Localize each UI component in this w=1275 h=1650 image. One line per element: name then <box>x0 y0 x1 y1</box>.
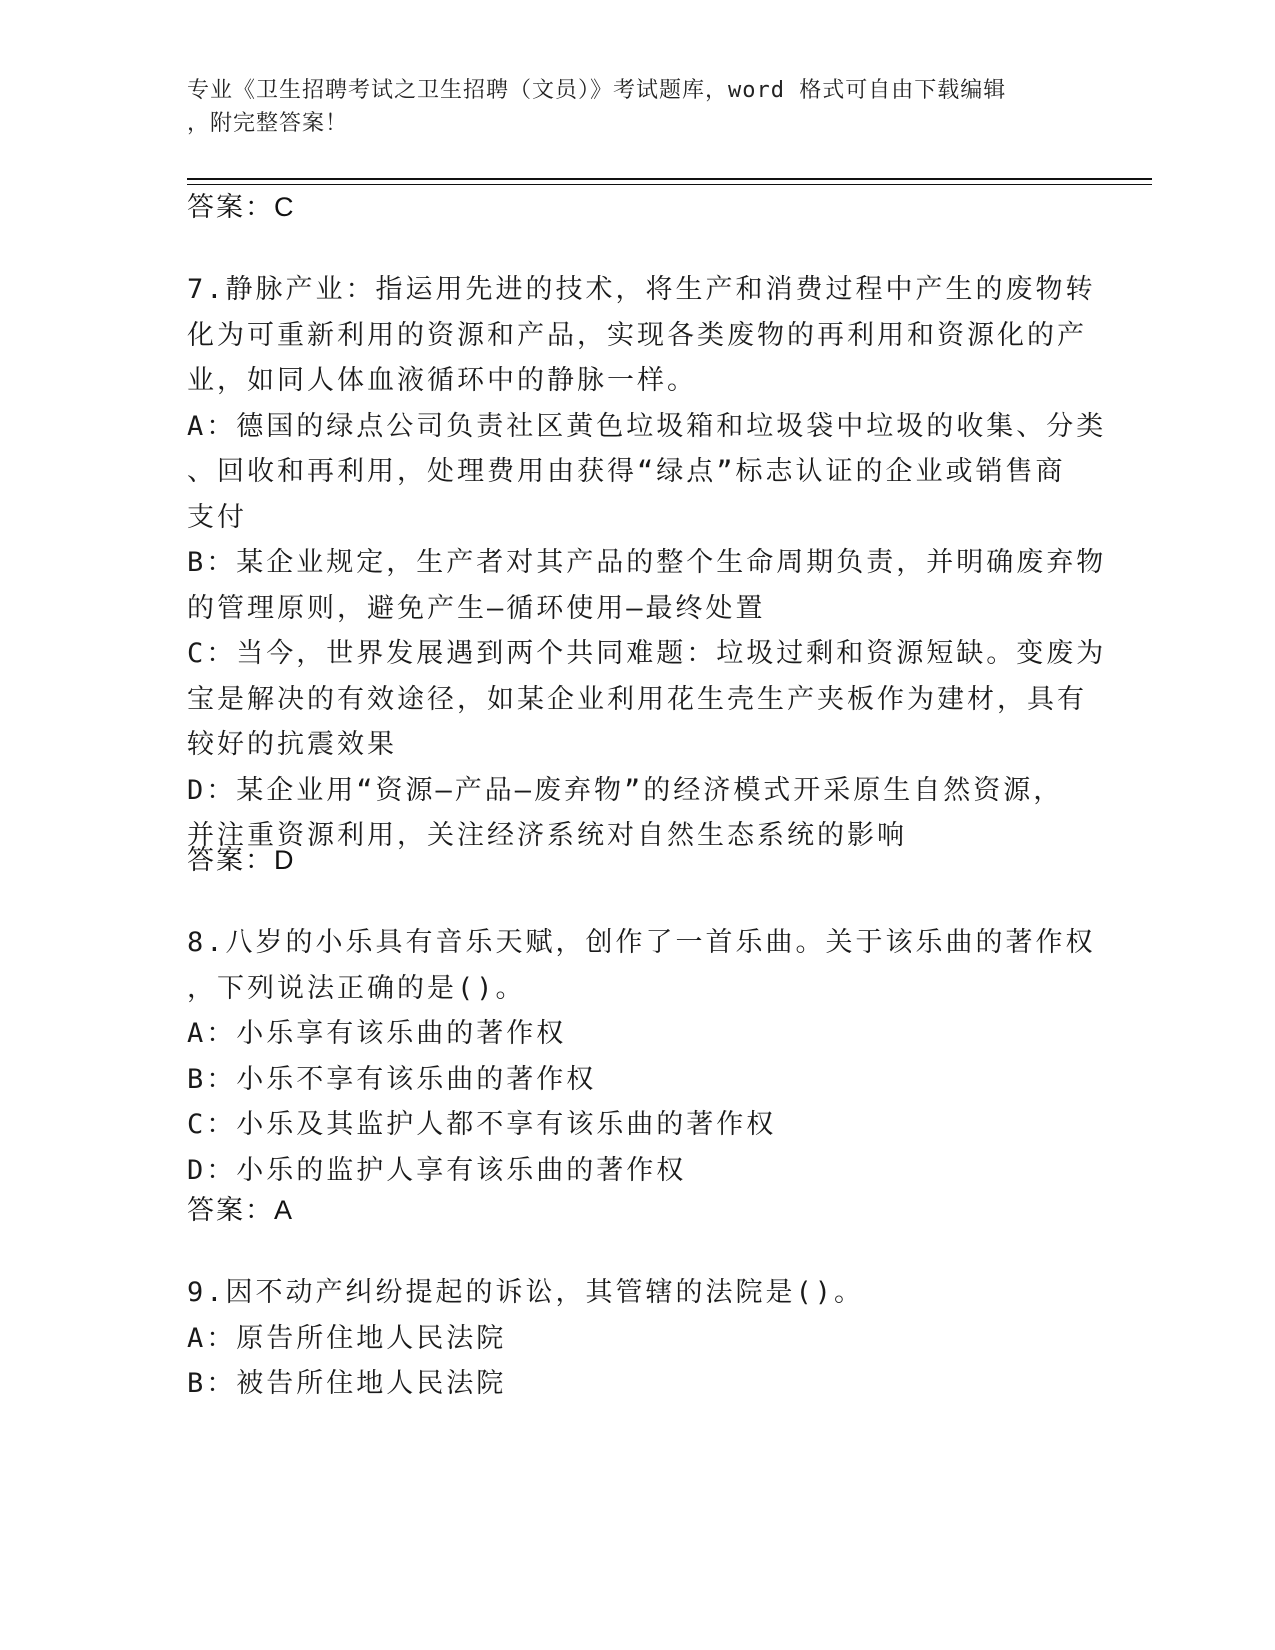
option-b: B：小乐不享有该乐曲的著作权 <box>187 1063 597 1095</box>
question-8-line: 8.八岁的小乐具有音乐天赋，创作了一首乐曲。关于该乐曲的著作权 <box>187 927 1096 958</box>
answer-7: 答案：D <box>187 845 296 875</box>
option-a: A：原告所住地人民法院 <box>187 1322 507 1354</box>
option-a-line: 支付 <box>187 501 247 533</box>
option-d-line: 并注重资源利用，关注经济系统对自然生态系统的影响 <box>187 820 907 851</box>
question-9 <box>187 1270 1087 1407</box>
option-c: C：小乐及其监护人都不享有该乐曲的著作权 <box>187 1109 777 1140</box>
option-b-line: B：某企业规定，生产者对其产品的整个生命周期负责，并明确废弃物 <box>187 547 1107 578</box>
option-c-line: 较好的抗震效果 <box>187 729 397 760</box>
option-d-line: D：某企业用“资源—产品—废弃物”的经济模式开采原生自然资源， <box>187 774 1064 806</box>
question-7-line: 7.静脉产业：指运用先进的技术，将生产和消费过程中产生的废物转 <box>187 274 1096 305</box>
option-d: D：小乐的监护人享有该乐曲的著作权 <box>187 1154 687 1186</box>
header-rule-thin <box>187 184 1152 185</box>
option-a-line: 、回收和再利用，处理费用由获得“绿点”标志认证的企业或销售商 <box>187 456 1066 487</box>
option-c-line: 宝是解决的有效途径，如某企业利用花生壳生产夹板作为建材，具有 <box>187 683 1087 715</box>
header-line-2: ，附完整答案！ <box>187 111 349 136</box>
question-9-line: 9.因不动产纠纷提起的诉讼，其管辖的法院是()。 <box>187 1277 865 1308</box>
question-8 <box>187 920 1096 1193</box>
option-b-line: 的管理原则，避免产生—循环使用—最终处置 <box>187 592 766 624</box>
page-header <box>187 74 1067 140</box>
answer-previous: 答案：C <box>187 192 296 222</box>
option-c-line: C：当今，世界发展遇到两个共同难题：垃圾过剩和资源短缺。变废为 <box>187 638 1107 669</box>
question-7-line: 业，如同人体血液循环中的静脉一样。 <box>187 365 697 396</box>
header-line-1: 专业《卫生招聘考试之卫生招聘（文员）》考试题库，word 格式可自由下载编辑 <box>187 78 1007 103</box>
header-rule-thick <box>187 178 1152 180</box>
answer-8: 答案：A <box>187 1195 295 1225</box>
question-7-line: 化为可重新利用的资源和产品，实现各类废物的再利用和资源化的产 <box>187 319 1087 351</box>
option-b: B：被告所住地人民法院 <box>187 1368 507 1399</box>
question-8-line: ，下列说法正确的是()。 <box>187 972 526 1004</box>
option-a-line: A：德国的绿点公司负责社区黄色垃圾箱和垃圾袋中垃圾的收集、分类 <box>187 410 1107 442</box>
option-a: A：小乐享有该乐曲的著作权 <box>187 1018 567 1049</box>
question-7 <box>187 267 1107 859</box>
